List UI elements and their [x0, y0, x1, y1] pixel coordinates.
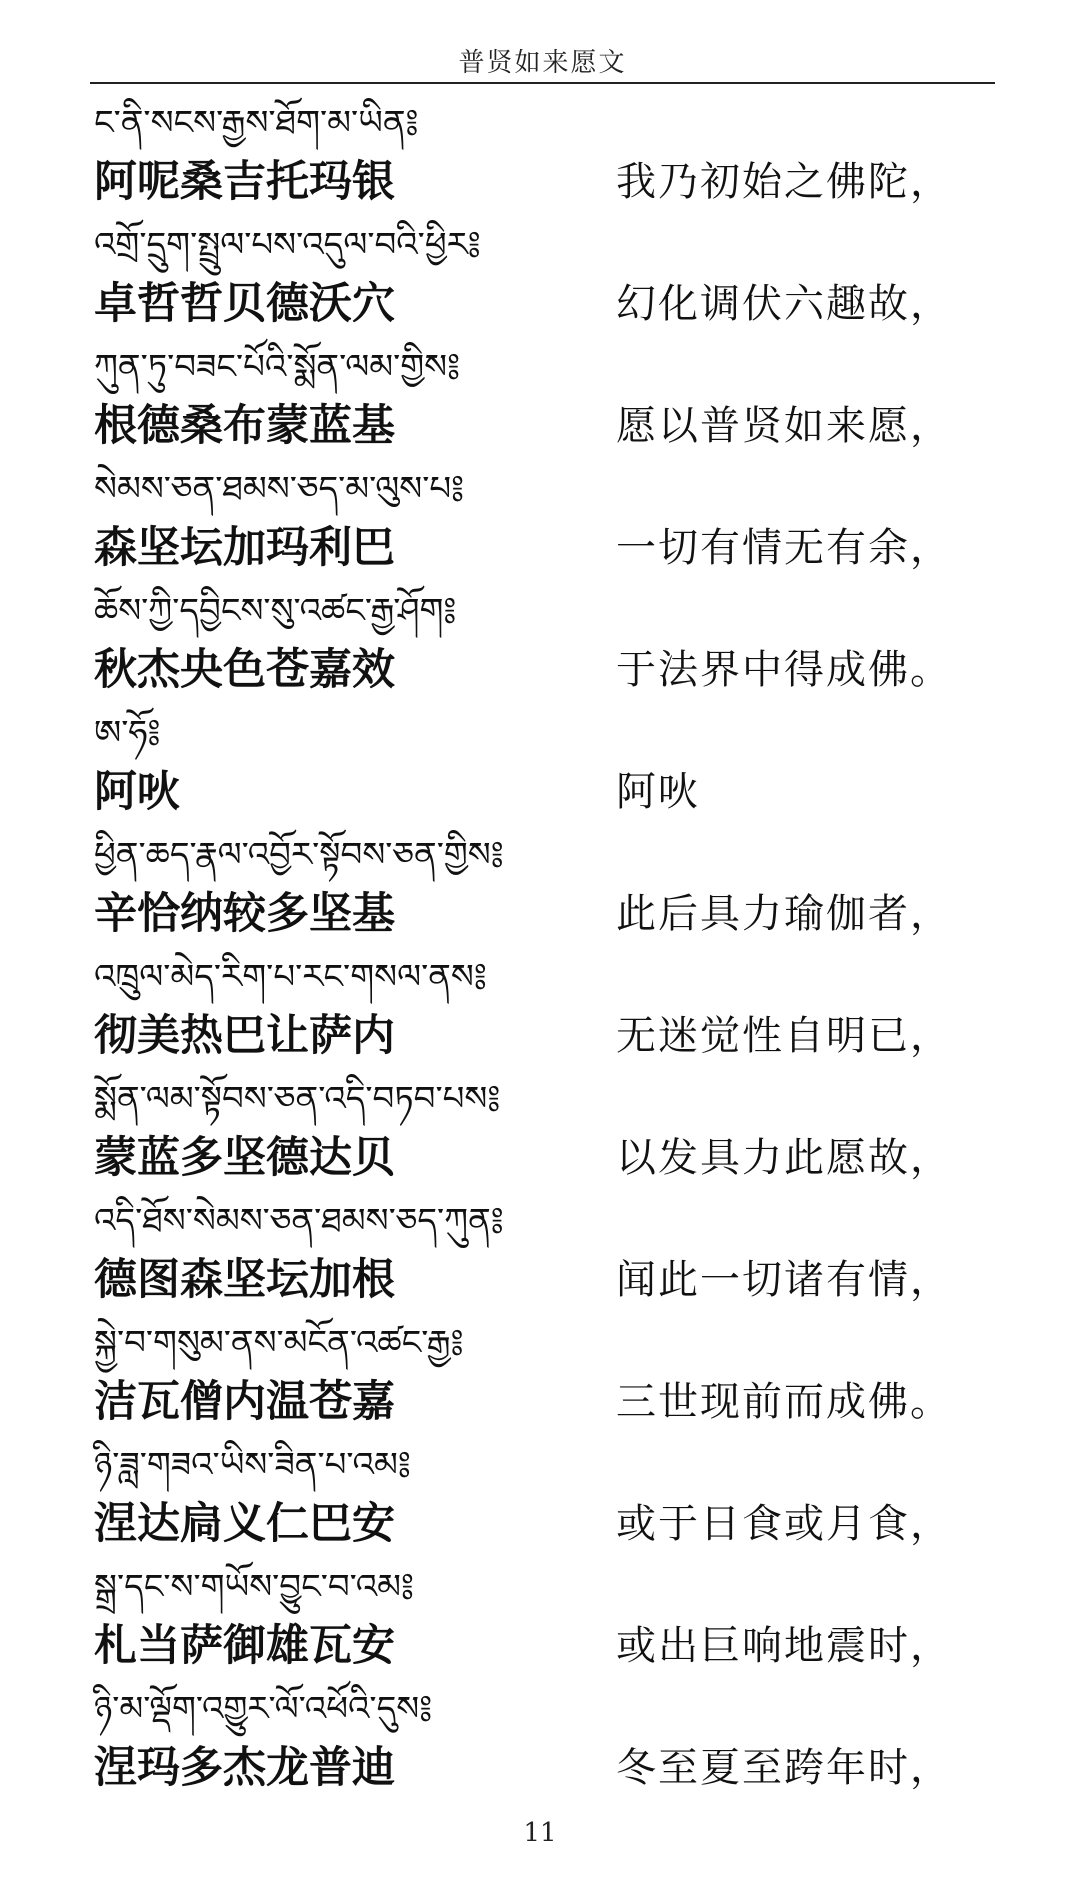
phonetic-line: 森坚坛加玛利巴 — [94, 523, 395, 573]
phonetic-line: 彻美热巴让萨内 — [94, 1011, 395, 1061]
tibetan-line: ཀུན་ཏུ་བཟང་པོའི་སྨོན་ལམ་གྱིས༔ — [94, 347, 461, 387]
translation-line: 冬至夏至跨年时， — [616, 1745, 952, 1791]
tibetan-line: ཉི་ཟླ་གཟའ་ཡིས་ཟིན་པ་འམ༔ — [94, 1445, 411, 1485]
tibetan-line: ཉི་མ་ལྡོག་འགྱུར་ལོ་འཕོའི་དུས༔ — [94, 1689, 433, 1729]
verse — [94, 830, 994, 952]
tibetan-line: འཁྲུལ་མེད་རིག་པ་རང་གསལ་ནས༔ — [94, 957, 487, 997]
phonetic-line: 蒙蓝多坚德达贝 — [94, 1133, 395, 1183]
tibetan-line: སྐྱེ་བ་གསུམ་ནས་མངོན་འཚང་རྒྱ༔ — [94, 1323, 464, 1363]
verse-list — [94, 98, 994, 1806]
verse — [94, 98, 994, 220]
page-title: 普贤如来愿文 — [458, 48, 627, 78]
translation-line: 我乃初始之佛陀， — [616, 159, 952, 205]
phonetic-line: 札当萨御雄瓦安 — [94, 1621, 395, 1671]
translation-line: 三世现前而成佛。 — [616, 1379, 952, 1425]
verse — [94, 1318, 994, 1440]
phonetic-line: 辛恰纳较多坚基 — [94, 889, 395, 939]
verse — [94, 1440, 994, 1562]
translation-line: 或于日食或月食， — [616, 1501, 952, 1547]
phonetic-line: 德图森坚坛加根 — [94, 1255, 395, 1305]
phonetic-line: 阿呢桑吉托玛银 — [94, 157, 395, 207]
verse — [94, 1196, 994, 1318]
translation-line: 愿以普贤如来愿， — [616, 403, 952, 449]
tibetan-line: ཨ་ཧོ༔ — [94, 713, 161, 753]
translation-line: 阿吙 — [616, 769, 700, 815]
translation-line: 于法界中得成佛。 — [616, 647, 952, 693]
verse — [94, 220, 994, 342]
phonetic-line: 根德桑布蒙蓝基 — [94, 401, 395, 451]
translation-line: 一切有情无有余， — [616, 525, 952, 571]
verse — [94, 1074, 994, 1196]
tibetan-line: སེམས་ཅན་ཐམས་ཅད་མ་ལུས་པ༔ — [94, 469, 465, 509]
page-number: 11 — [523, 1818, 557, 1848]
phonetic-line: 涅玛多杰龙普迪 — [94, 1743, 395, 1793]
verse — [94, 464, 994, 586]
verse — [94, 1684, 994, 1806]
tibetan-line: འགྲོ་དྲུག་སྤྲུལ་པས་འདུལ་བའི་ཕྱིར༔ — [94, 225, 481, 265]
translation-line: 或出巨响地震时， — [616, 1623, 952, 1669]
phonetic-line: 涅达扃义仁巴安 — [94, 1499, 395, 1549]
tibetan-line: ཆོས་ཀྱི་དབྱིངས་སུ་འཚང་རྒྱ་ཤོག༔ — [94, 591, 457, 631]
translation-line: 无迷觉性自明已， — [616, 1013, 952, 1059]
tibetan-line: ང་ནི་སངས་རྒྱས་ཐོག་མ་ཡིན༔ — [94, 103, 419, 143]
phonetic-line: 卓哲哲贝德沃穴 — [94, 279, 395, 329]
translation-line: 闻此一切诸有情， — [616, 1257, 952, 1303]
phonetic-line: 阿吙 — [94, 767, 180, 817]
tibetan-line: སྨོན་ལམ་སྟོབས་ཅན་འདི་བཏབ་པས༔ — [94, 1079, 501, 1119]
verse — [94, 1562, 994, 1684]
phonetic-line: 秋杰央色苍嘉效 — [94, 645, 395, 695]
phonetic-line: 洁瓦僧内温苍嘉 — [94, 1377, 395, 1427]
translation-line: 幻化调伏六趣故， — [616, 281, 952, 327]
translation-line: 以发具力此愿故， — [616, 1135, 952, 1181]
tibetan-line: སྒྲ་དང་ས་གཡོས་བྱུང་བ་འམ༔ — [94, 1567, 414, 1607]
verse — [94, 708, 994, 830]
verse — [94, 586, 994, 708]
page-header — [90, 34, 995, 84]
tibetan-line: འདི་ཐོས་སེམས་ཅན་ཐམས་ཅད་ཀུན༔ — [94, 1201, 504, 1241]
tibetan-line: ཕྱིན་ཆད་རྣལ་འབྱོར་སྟོབས་ཅན་གྱིས༔ — [94, 835, 504, 875]
translation-line: 此后具力瑜伽者， — [616, 891, 952, 937]
verse — [94, 342, 994, 464]
verse — [94, 952, 994, 1074]
